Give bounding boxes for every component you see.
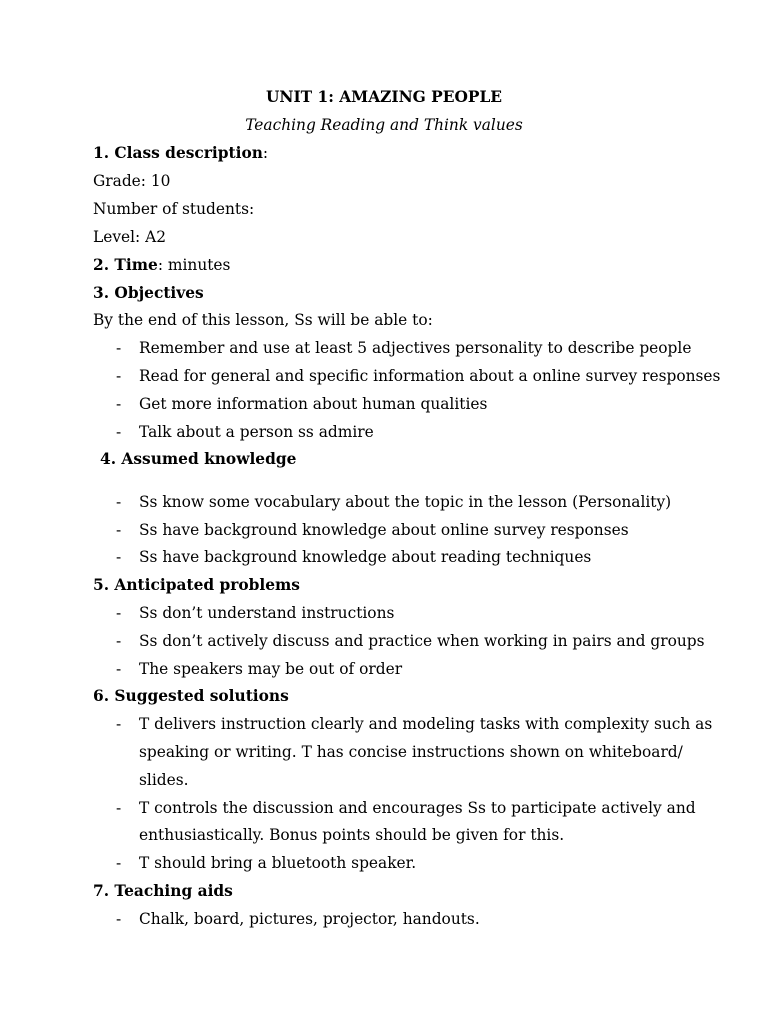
bullet-dash: - <box>116 521 122 539</box>
teaching-aids-heading: 7. Teaching aids <box>93 882 233 900</box>
bullet-dash: - <box>116 715 122 733</box>
objective-item: Get more information about human qualities <box>139 395 488 413</box>
bullet-dash: - <box>116 660 122 678</box>
bullet-dash: - <box>116 423 122 441</box>
assumed-knowledge-heading: 4. Assumed knowledge <box>100 450 297 468</box>
objectives-heading: 3. Objectives <box>93 284 204 302</box>
students-line: Number of students: <box>93 200 255 218</box>
solution-line: slides. <box>139 771 189 789</box>
solution-line: T delivers instruction clearly and modeling tasks with complexity such as <box>139 715 713 733</box>
class-description-colon: : <box>262 144 269 162</box>
knowledge-item: Ss know some vocabulary about the topic in the lesson (Personality) <box>139 493 672 511</box>
bullet-dash: - <box>116 799 122 817</box>
objectives-intro: By the end of this lesson, Ss will be able to: <box>93 311 433 329</box>
objective-item: Read for general and specific information about a online survey responses <box>139 367 721 385</box>
bullet-dash: - <box>116 910 122 928</box>
problem-item: Ss don’t actively discuss and practice when working in pairs and groups <box>139 632 705 650</box>
bullet-dash: - <box>116 367 122 385</box>
problem-item: The speakers may be out of order <box>139 660 403 678</box>
knowledge-item: Ss have background knowledge about online survey responses <box>139 521 629 539</box>
time-line <box>93 255 230 275</box>
solution-line: T controls the discussion and encourages Ss to participate actively and <box>139 799 696 817</box>
teaching-aid-item: Chalk, board, pictures, projector, handouts. <box>139 910 480 928</box>
bullet-dash: - <box>116 632 122 650</box>
solution-item: T should bring a bluetooth speaker. <box>139 854 417 872</box>
lesson-subtitle: Teaching Reading and Think values <box>245 116 523 134</box>
anticipated-problems-heading: 5. Anticipated problems <box>93 576 300 594</box>
suggested-solutions-heading: 6. Suggested solutions <box>93 687 289 705</box>
objective-item: Remember and use at least 5 adjectives personality to describe people <box>139 339 692 357</box>
class-description-label: 1. Class description <box>93 144 263 162</box>
bullet-dash: - <box>116 493 122 511</box>
problem-item: Ss don’t understand instructions <box>139 604 395 622</box>
bullet-dash: - <box>116 854 122 872</box>
time-text: : minutes <box>157 256 231 274</box>
class-description-heading <box>93 143 268 163</box>
bullet-dash: - <box>116 548 122 566</box>
unit-title: UNIT 1: AMAZING PEOPLE <box>265 88 502 106</box>
bullet-dash: - <box>116 395 122 413</box>
grade-line: Grade: 10 <box>93 172 171 190</box>
knowledge-item: Ss have background knowledge about reading techniques <box>139 548 592 566</box>
objective-item: Talk about a person ss admire <box>139 423 374 441</box>
bullet-dash: - <box>116 604 122 622</box>
level-line: Level: A2 <box>93 228 167 246</box>
bullet-dash: - <box>116 339 122 357</box>
solution-line: speaking or writing. T has concise instructions shown on whiteboard/ <box>139 743 683 761</box>
time-heading: 2. Time <box>93 256 158 274</box>
solution-line: enthusiastically. Bonus points should be given for this. <box>139 826 565 844</box>
